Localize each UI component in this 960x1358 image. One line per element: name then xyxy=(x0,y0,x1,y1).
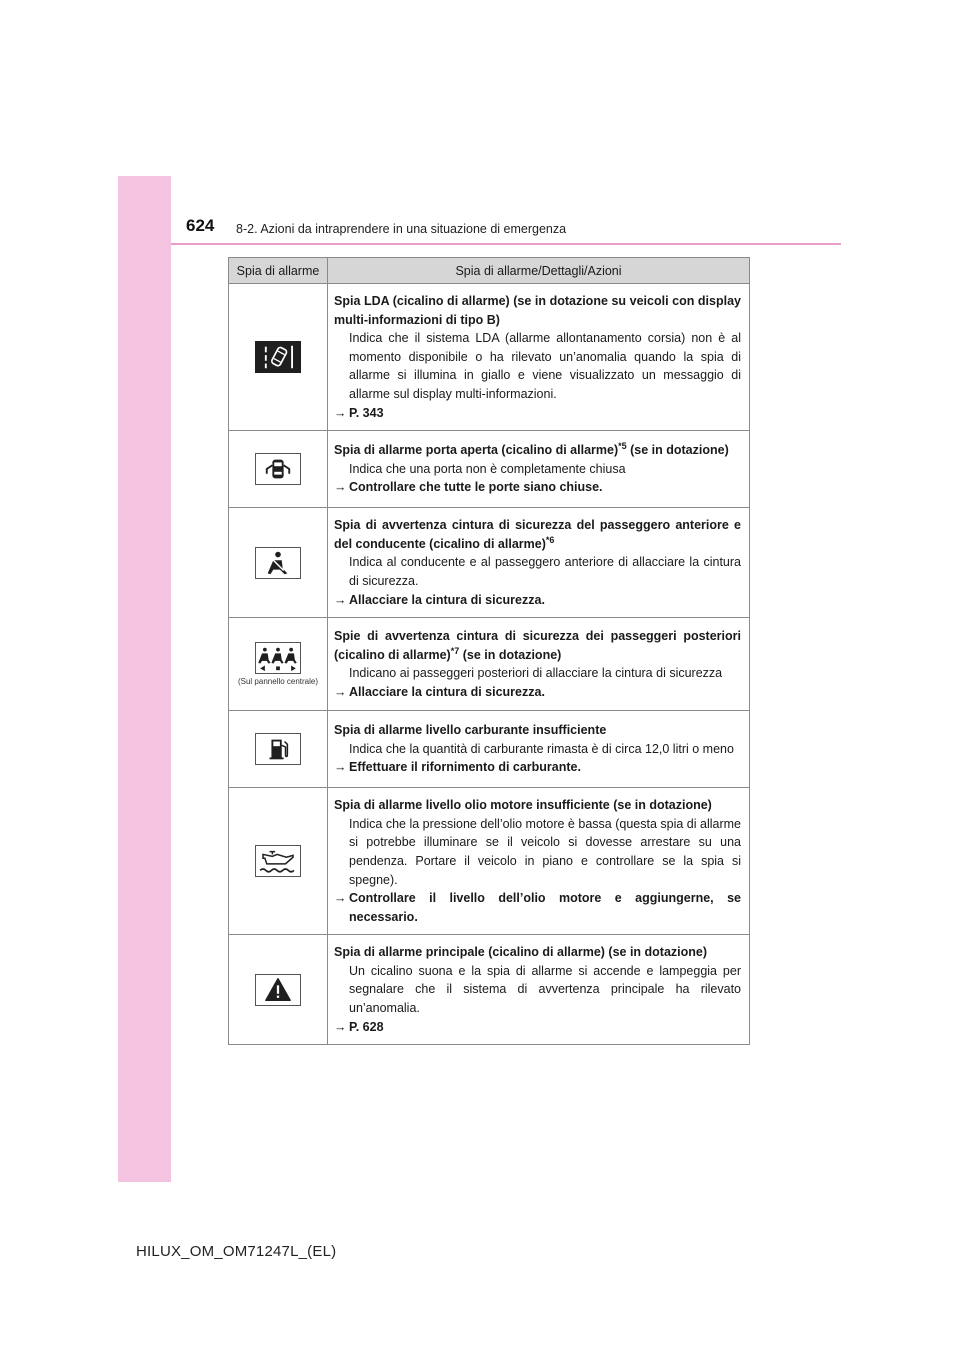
footnote-marker: *6 xyxy=(545,534,555,545)
row-title: Spia di avvertenza cintura di sicurezza del passeggero anteriore e del conducente (cicalino di allarme)$^{*6}$ xyxy=(334,518,741,551)
arrow-right-icon: → xyxy=(334,760,347,775)
table-row xyxy=(229,431,750,508)
table-row xyxy=(229,508,750,618)
footnote-marker: *7 xyxy=(450,645,460,656)
lane-departure-alert-icon xyxy=(255,341,301,373)
icon-cell xyxy=(229,788,328,935)
icon-cell xyxy=(229,935,328,1045)
table-header-row xyxy=(229,258,750,284)
table-row xyxy=(229,711,750,788)
icon-caption: (Sul pannello centrale) xyxy=(237,677,319,687)
arrow-right-icon: → xyxy=(334,480,347,495)
row-title: Spia LDA (cicalino di allarme) (se in dotazione su veicoli con display multi-informazioni di tipo B) xyxy=(334,294,741,327)
row-body: Indicano ai passeggeri posteriori di allacciare la cintura di sicurezza xyxy=(349,666,723,681)
row-body: Indica che il sistema LDA (allarme allontanamento corsia) non è al momento disponibile o ha rilevato un’anomalia quando la spia di allarme si illumina in giallo e viene visualizzato un messaggio di allarme sul display multi-informazioni. xyxy=(349,331,741,401)
row-action: → P. 628 xyxy=(334,1018,741,1037)
row-body: Indica che la quantità di carburante rimasta è di circa 12,0 litri o meno xyxy=(349,741,734,756)
row-body: Indica al conducente e al passeggero anteriore di allacciare la cintura di sicurezza. xyxy=(349,555,741,588)
description-cell xyxy=(328,788,750,935)
row-action: → Controllare che tutte le porte siano chiuse. xyxy=(334,478,741,497)
document-code: HILUX_OM_OM71247L_(EL) xyxy=(136,1243,337,1260)
row-action: → Effettuare il rifornimento di carburante. xyxy=(334,758,741,777)
section-title: 8-2. Azioni da intraprendere in una situazione di emergenza xyxy=(236,222,567,236)
header-rule xyxy=(171,243,841,245)
arrow-right-icon: → xyxy=(334,405,347,420)
seatbelt-reminder-icon xyxy=(255,547,301,579)
description-cell xyxy=(328,618,750,711)
icon-cell xyxy=(229,618,328,711)
row-action: → P. 343 xyxy=(334,404,741,423)
description-cell xyxy=(328,431,750,508)
footnote-marker: *5 xyxy=(618,441,627,452)
master-warning-icon xyxy=(255,974,301,1006)
row-title: Spia di allarme porta aperta (cicalino di allarme)$^{*5}$ (se in dotazione) xyxy=(334,441,729,458)
row-title: Spia di allarme livello carburante insufficiente xyxy=(334,723,607,738)
arrow-right-icon: → xyxy=(334,891,347,906)
row-body: Indica che la pressione dell’olio motore è bassa (questa spia di allarme si potrebbe illuminare se il veicolo si dovesse arrestare su una pendenza. Portare il veicolo in piano e controllare se la spia si spegne). xyxy=(349,816,741,887)
row-title: Spia di allarme principale (cicalino di allarme) (se in dotazione) xyxy=(334,945,708,960)
description-cell xyxy=(328,284,750,431)
column-header-icon: Spia di allarme xyxy=(229,258,328,284)
rear-seatbelt-reminder-icon xyxy=(255,642,301,674)
arrow-right-icon: → xyxy=(334,1019,347,1034)
row-action: → Allacciare la cintura di sicurezza. xyxy=(334,683,741,702)
icon-cell xyxy=(229,431,328,508)
row-action: → Controllare il livello dell’olio motore e aggiungerne, se necessario. xyxy=(334,891,741,924)
low-oil-level-icon xyxy=(255,845,301,877)
description-cell xyxy=(328,935,750,1045)
description-cell xyxy=(328,711,750,788)
warning-lights-table xyxy=(228,257,750,1045)
row-action: → Allacciare la cintura di sicurezza. xyxy=(334,591,741,610)
page-number: 624 xyxy=(186,216,215,235)
arrow-right-icon: → xyxy=(334,684,347,699)
table-row xyxy=(229,788,750,935)
column-header-details: Spia di allarme/Dettagli/Azioni xyxy=(328,258,750,284)
side-tab-band xyxy=(118,176,171,1182)
arrow-right-icon: → xyxy=(334,592,347,607)
icon-cell xyxy=(229,508,328,618)
table-row xyxy=(229,284,750,431)
icon-cell xyxy=(229,284,328,431)
table-row xyxy=(229,618,750,711)
door-open-icon xyxy=(255,453,301,485)
row-title: Spia di allarme livello olio motore insufficiente (se in dotazione) xyxy=(334,798,712,813)
row-body: Indica che una porta non è completamente chiusa xyxy=(349,461,626,476)
icon-cell xyxy=(229,711,328,788)
table-row xyxy=(229,935,750,1045)
row-title: Spie di avvertenza cintura di sicurezza dei passeggeri posteriori (cicalino di allarme)$^{*7}$ (se in dotazione) xyxy=(334,628,741,662)
row-body: Un cicalino suona e la spia di allarme si accende e lampeggia per segnalare che il sistema di avvertenza principale ha rilevato un’anomalia. xyxy=(349,963,741,1016)
description-cell xyxy=(328,508,750,618)
low-fuel-icon xyxy=(255,733,301,765)
